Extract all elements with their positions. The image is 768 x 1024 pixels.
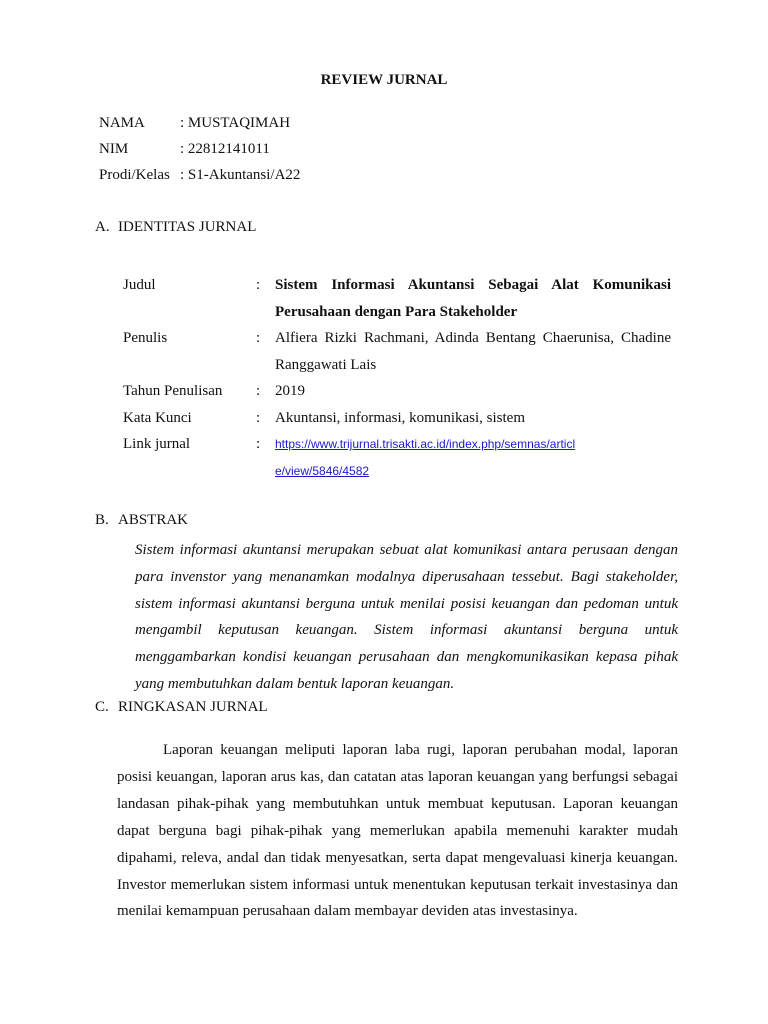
section-letter: B. [95, 512, 109, 528]
journal-link-line[interactable]: https://www.trijurnal.trisakti.ac.id/index.php/semnas/articl [275, 437, 576, 451]
meta-label: Prodi/Kelas [99, 167, 170, 183]
meta-label: NIM [99, 141, 129, 157]
ident-colon: : [256, 277, 261, 293]
section-heading-ringkasan [95, 699, 268, 716]
meta-row-nim [99, 139, 300, 165]
summary-line: posisi keuangan, laporan arus kas, dan catatan atas laporan keuangan yang berfungsi sebagai [117, 768, 678, 785]
ident-colon: : [256, 409, 261, 426]
penulis-line: Alfiera Rizki Rachmani, Adinda Bentang Chaerunisa, Chadine [275, 330, 671, 346]
section-letter: C. [95, 699, 109, 715]
abstract-line: menggambarkan kondisi keuangan perusahaan dan mengkomunikasikan kepasa pihak [135, 649, 678, 666]
section-title: RINGKASAN JURNAL [118, 699, 268, 715]
ident-row-link [123, 431, 671, 484]
ident-value-tahun: 2019 [275, 383, 305, 399]
abstract-line: sistem informasi akuntansi berguna untuk menilai posisi keuangan dan pedoman untuk [135, 595, 678, 612]
judul-line: Sistem Informasi Akuntansi Sebagai Alat Komunikasi [275, 277, 671, 293]
ident-row-penulis [123, 325, 671, 378]
summary-line: Investor memerlukan sistem informasi untuk menentukan keputusan terkait investasinya dan [117, 876, 678, 893]
ident-value-penulis [275, 325, 671, 378]
ident-label: Tahun Penulisan [123, 383, 223, 399]
ident-colon: : [256, 436, 261, 452]
ident-row-judul [123, 272, 671, 325]
abstract-line: para invenstor yang menanamkan modalnya diperusahaan tessebut. Bagi stakeholder, [135, 568, 678, 585]
meta-value: : 22812141011 [180, 141, 270, 157]
section-letter: A. [95, 219, 110, 235]
page-title: REVIEW JURNAL [320, 72, 448, 88]
section-title: IDENTITAS JURNAL [118, 219, 257, 235]
summary-text [117, 737, 678, 925]
ident-row-tahun [123, 378, 671, 405]
ident-colon: : [256, 383, 261, 399]
ident-row-kata-kunci [123, 405, 671, 432]
penulis-line: Ranggawati Lais [275, 356, 377, 373]
ident-value-judul [275, 272, 671, 325]
student-info [99, 113, 300, 191]
meta-value: : S1-Akuntansi/A22 [180, 167, 301, 183]
ident-label: Kata Kunci [123, 409, 192, 426]
section-heading-identitas [95, 219, 256, 236]
meta-value: : MUSTAQIMAH [180, 115, 291, 131]
identitas-table [123, 272, 671, 484]
abstract-line: yang membutuhkan dalam bentuk laporan keuangan. [135, 675, 455, 692]
ident-colon: : [256, 330, 261, 346]
abstract-line: mengambil keputusan keuangan. Sistem informasi akuntansi berguna untuk [135, 622, 678, 639]
summary-line: dipahami, releva, andal dan tidak menyesatkan, serta dapat mengevaluasi kinerja keuangan. [117, 849, 678, 866]
ident-label: Judul [123, 277, 156, 293]
summary-line: menilai kemampuan perusahaan dalam membayar deviden atas investasinya. [117, 903, 578, 920]
section-title: ABSTRAK [118, 512, 189, 528]
ident-label: Penulis [123, 330, 168, 346]
summary-line: Laporan keuangan meliputi laporan laba rugi, laporan perubahan modal, laporan [163, 742, 678, 758]
ident-value-kata-kunci: Akuntansi, informasi, komunikasi, sistem [275, 409, 525, 426]
summary-line: dapat berguna bagi pihak-pihak yang memerlukan apabila memenuhi karakter mudah [117, 822, 678, 839]
abstract-text [135, 537, 678, 698]
summary-line: landasan pihak-pihak yang membutuhkan untuk membuat keputusan. Laporan keuangan [117, 795, 678, 812]
section-heading-abstrak [95, 512, 188, 529]
meta-row-prodi [99, 165, 300, 191]
meta-label: NAMA [99, 115, 145, 131]
judul-line: Perusahaan dengan Para Stakeholder [275, 303, 518, 320]
ident-label: Link jurnal [123, 436, 191, 452]
journal-link-line[interactable]: e/view/5846/4582 [275, 463, 370, 478]
journal-link[interactable] [275, 431, 671, 484]
meta-row-nama [99, 113, 300, 139]
abstract-line: Sistem informasi akuntansi merupakan sebuat alat komunikasi antara perusaan dengan [135, 542, 678, 558]
